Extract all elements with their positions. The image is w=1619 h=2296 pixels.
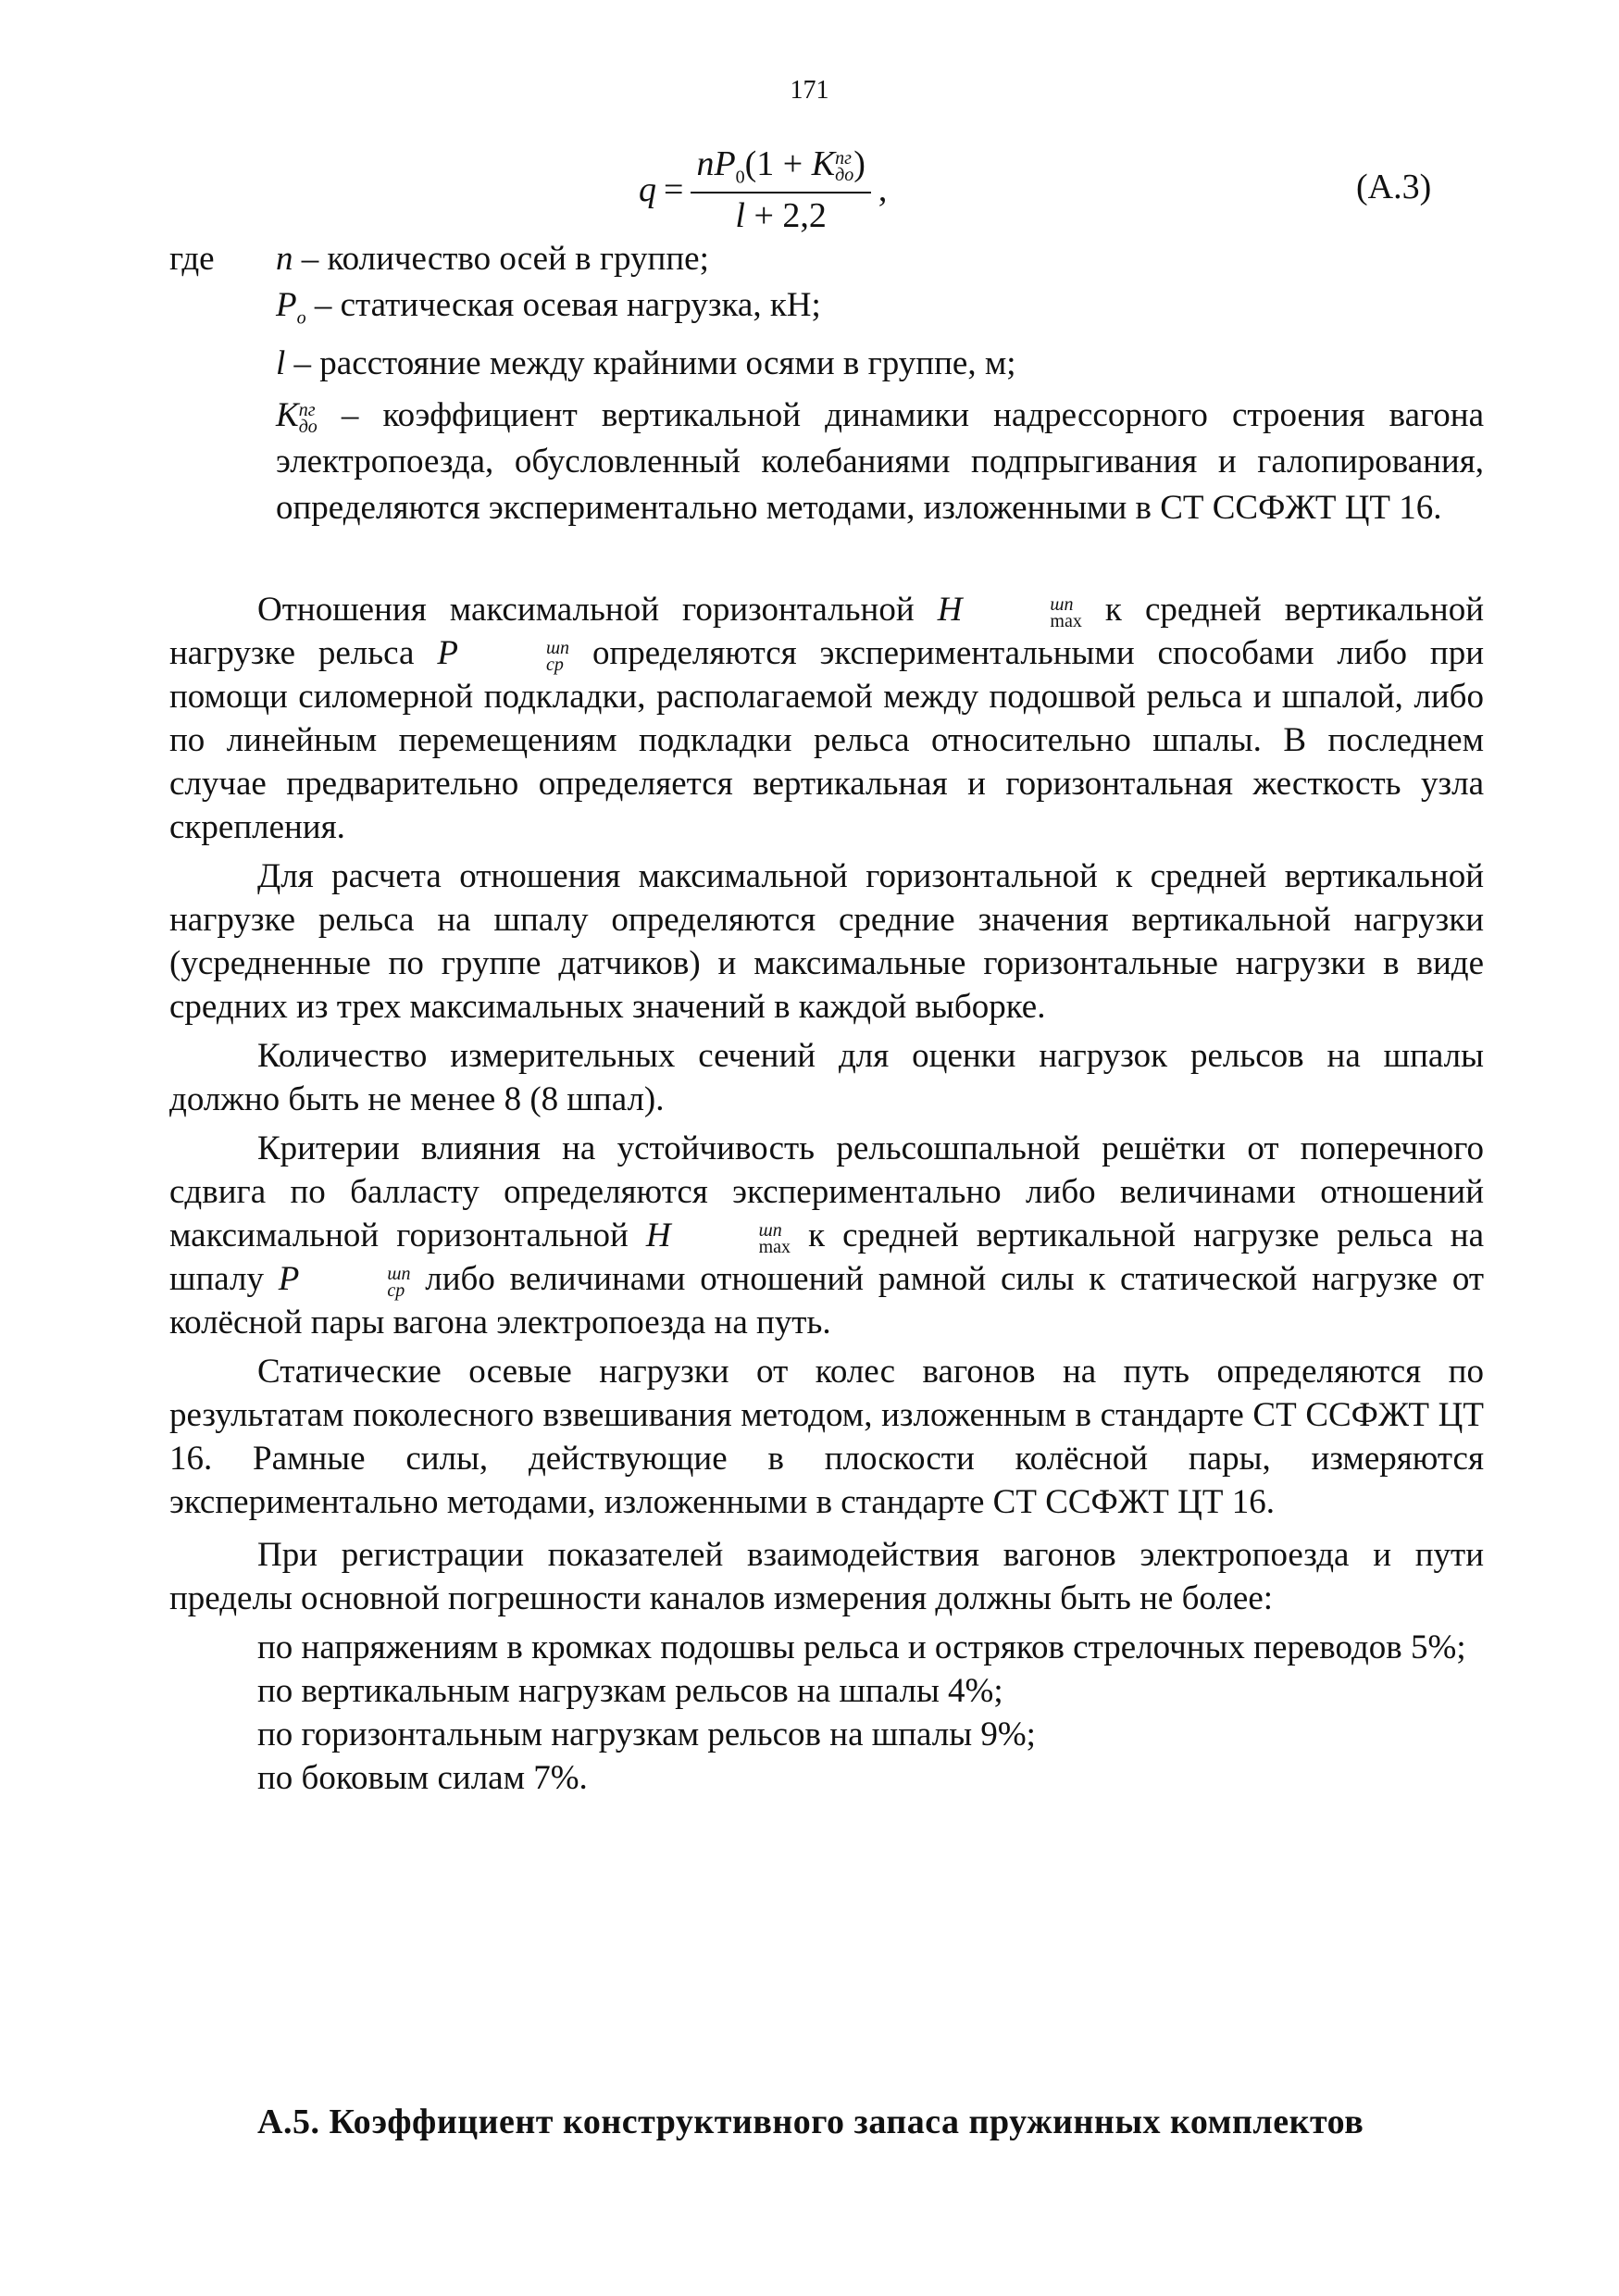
symbol-p-sr: P шп ср: [437, 634, 570, 675]
formula-equals: =: [664, 169, 684, 209]
formula-number: (А.3): [1356, 168, 1432, 206]
paragraph-5: Статические осевые нагрузки от колес вагонов на путь определяются по результатам поколесного взвешивания методом, изложенным в стандарте СТ ССФЖТ ЦТ 16. Рамные силы, действующие в плоскости колёсной пары, измеряются экспериментально методами, изложенными в стандарте СТ ССФЖТ ЦТ 16.: [169, 1353, 1484, 1521]
symbol-h-max: H шп max: [937, 591, 1082, 631]
formula-a3: [639, 144, 887, 236]
definition-l: l – расстояние между крайними осями в группе, м;: [276, 344, 1016, 383]
page-number: 171: [790, 76, 829, 105]
formula-lhs: q: [639, 169, 656, 209]
formula-denominator: l + 2,2: [735, 195, 827, 235]
definition-n: где n – количество осей в группе;: [169, 236, 1484, 282]
paragraph-2: Для расчета отношения максимальной горизонтальной к средней вертикальной нагрузке рельса на шпалу определяются средние значения вертикальной нагрузки (усредненные по группе датчиков) и максимальные горизонтальные нагрузки в виде средних из трех максимальных значений в каждой выборке.: [169, 857, 1484, 1026]
list-item: по вертикальным нагрузкам рельсов на шпалы 4%;: [257, 1672, 1003, 1710]
formula-fraction: [691, 144, 870, 236]
definition-k: K пг до – коэффициент вертикальной динамики надрессорного строения вагона электропоезда, обусловленный колебаниями подпрыгивания и галопирования, определяются экспериментально методами, изложенными в СТ ССФЖТ ЦТ 16.: [276, 396, 1484, 528]
list-item: по боковым силам 7%.: [257, 1759, 588, 1797]
formula-comma: ,: [878, 169, 888, 209]
paragraph-4: Критерии влияния на устойчивость рельсошпальной решётки от поперечного сдвига по балласту определяются экспериментально либо величинами отношений максимальной горизонтальной H шп max к средней вертикальной нагрузке рельса на шпалу P шп ср либо величинами отношений рамной силы к статической нагрузке от колёсной пары вагона электропоезда на путь.: [169, 1129, 1485, 1341]
list-item: по напряжениям в кромках подошвы рельса и остряков стрелочных переводов 5%;: [257, 1628, 1466, 1666]
definition-p0: $P_o$ – статическая осевая нагрузка, кН;: [276, 286, 821, 329]
paragraph-3: Количество измерительных сечений для оценки нагрузок рельсов на шпалы должно быть не менее 8 (8 шпал).: [169, 1037, 1484, 1118]
where-label: где: [169, 240, 215, 278]
list-item: по горизонтальным нагрузкам рельсов на шпалы 9%;: [257, 1716, 1036, 1753]
definitions-list: [169, 236, 1484, 531]
symbol-p-sr: P шп ср: [278, 1260, 411, 1301]
paragraph-6: При регистрации показателей взаимодействия вагонов электропоезда и пути пределы основной погрешности каналов измерения должны быть не более:: [169, 1536, 1484, 1617]
section-heading: А.5. Коэффициент конструктивного запаса пружинных комплектов: [257, 2103, 1364, 2141]
formula-numerator: $nP_0(1 + K$ пг до ): [691, 144, 870, 193]
symbol-h-max: H шп max: [645, 1217, 791, 1257]
body-text: [169, 588, 1484, 1800]
paragraph-1: Отношения максимальной горизонтальной H шп max к средней вертикальной нагрузке рельса P шп ср определяются экспериментальными способами либо при помощи силомерной подкладки, располагаемой между подошвой рельса и шпалой, либо по линейным перемещениям подкладки рельса относительно шпалы. В последнем случае предварительно определяется вертикальная и горизонтальная жесткость узла скрепления.: [169, 591, 1484, 846]
